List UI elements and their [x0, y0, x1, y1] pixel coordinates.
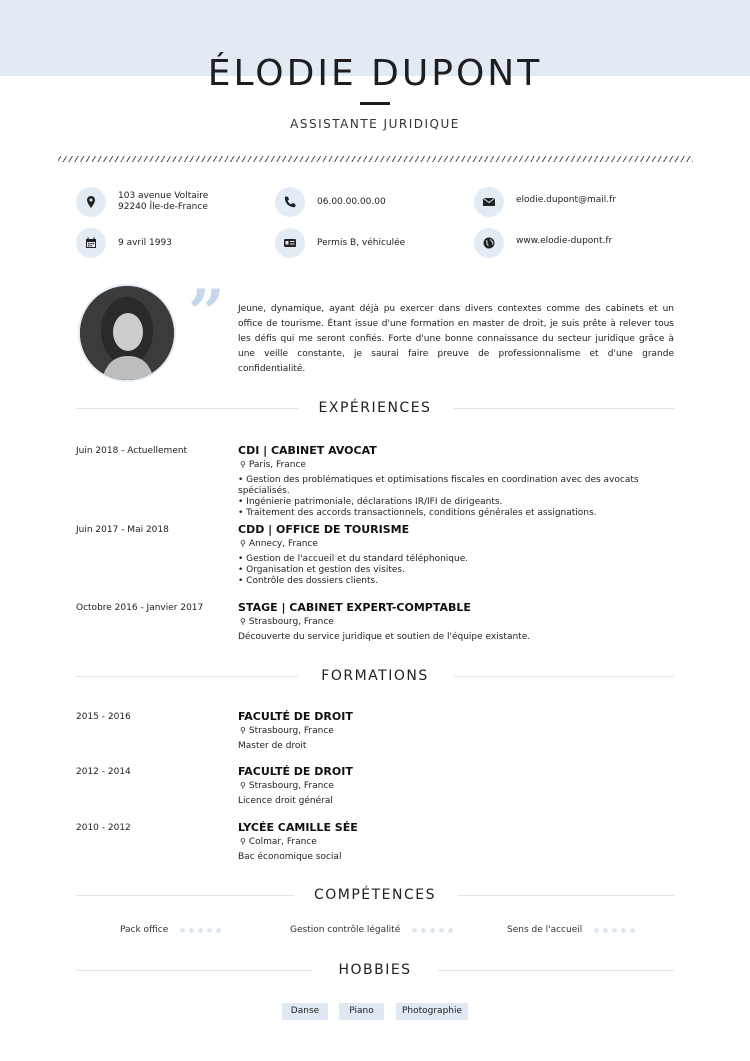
location-pin-icon: [76, 187, 106, 217]
formation-title: FACULTÉ DE DROIT: [238, 765, 353, 778]
license-text: Permis B, véhiculée: [317, 237, 406, 248]
formation-degree: Master de droit: [238, 741, 307, 751]
hobby-tag: Piano: [339, 1003, 384, 1020]
section-competences: [76, 885, 674, 905]
location-pin-icon: ⚲: [240, 837, 246, 846]
skill-rating: [594, 928, 639, 933]
experience-location: ⚲ Strasbourg, France: [240, 617, 334, 627]
experience-description: • Gestion de l'accueil et du standard téléphonique. • Organisation et gestion des visites. • Contrôle des dossiers clients.: [238, 554, 469, 586]
formation-location: ⚲ Strasbourg, France: [240, 781, 334, 791]
contact-phone: [275, 187, 386, 217]
formation-title: FACULTÉ DE DROIT: [238, 710, 353, 723]
name-underline: [360, 102, 390, 105]
experience-location: ⚲ Annecy, France: [240, 539, 318, 549]
hobby-tag: Photographie: [396, 1003, 468, 1020]
email-text: elodie.dupont@mail.fr: [516, 194, 617, 205]
experience-date: Octobre 2016 - Janvier 2017: [76, 603, 204, 613]
location-pin-icon: ⚲: [240, 617, 246, 626]
experience-title: CDI | CABINET AVOCAT: [238, 444, 377, 457]
hobby-tag: Danse: [282, 1003, 328, 1020]
intro-paragraph: Jeune, dynamique, ayant déjà pu exercer dans divers contextes comme des cabinets et un office de tourisme. Étant issue d'une formation en master de droit, je suis prête à relever tous les défis qui me seront confiés. Forte d'une bonne connaissance du secteur juridique grâce à une veille constante, je saurai faire preuve de professionnalisme et d'une grande confidentialité.: [238, 304, 674, 374]
experience-description: Découverte du service juridique et soutien de l'équipe existante.: [238, 632, 531, 642]
skill-item: [120, 925, 225, 935]
section-title: COMPÉTENCES: [313, 887, 437, 903]
formation-date: 2012 - 2014: [76, 767, 131, 777]
experience-date: Juin 2017 - Mai 2018: [76, 525, 169, 535]
quote-icon: ”: [188, 276, 225, 351]
envelope-icon: [474, 187, 504, 217]
section-title: HOBBIES: [338, 962, 412, 978]
calendar-icon: [76, 228, 106, 258]
globe-icon: [474, 228, 504, 258]
skill-name: Sens de l'accueil: [507, 925, 583, 935]
experience-title: STAGE | CABINET EXPERT-COMPTABLE: [238, 601, 471, 614]
location-pin-icon: ⚲: [240, 781, 246, 790]
contact-address: [76, 187, 208, 217]
section-hobbies: [76, 960, 674, 980]
profile-photo: [78, 284, 176, 382]
id-card-icon: [275, 228, 305, 258]
skill-name: Pack office: [120, 925, 169, 935]
formation-date: 2010 - 2012: [76, 823, 131, 833]
formation-degree: Licence droit général: [238, 796, 333, 806]
location-pin-icon: ⚲: [240, 726, 246, 735]
formation-location: ⚲ Strasbourg, France: [240, 726, 334, 736]
contact-birthdate: [76, 228, 172, 258]
experience-date: Juin 2018 - Actuellement: [76, 446, 188, 456]
section-experiences: [76, 398, 674, 418]
formation-degree: Bac économique social: [238, 852, 342, 862]
phone-text: 06.00.00.00.00: [317, 196, 386, 207]
formation-location: ⚲ Colmar, France: [240, 837, 317, 847]
experience-description: • Gestion des problématiques et optimisations fiscales en coordination avec des avocats spécialisés. • Ingénierie patrimoniale, déclarations IR/IFI de dirigeants. • Traitement des accords transactionnels, conditions générales et assignations.: [238, 475, 639, 518]
skill-item: [507, 925, 639, 935]
section-title: EXPÉRIENCES: [318, 400, 432, 416]
section-formations: [76, 666, 674, 686]
candidate-name: ÉLODIE DUPONT: [207, 53, 543, 94]
contact-website: [474, 228, 612, 258]
skill-rating: [412, 928, 457, 933]
address-text: 103 avenue Voltaire 92240 Île-de-France: [118, 191, 209, 212]
contact-email: [474, 187, 616, 217]
skill-item: [290, 925, 457, 935]
skill-name: Gestion contrôle légalité: [290, 925, 401, 935]
contact-license: [275, 228, 405, 258]
birthdate-text: 9 avril 1993: [118, 237, 172, 248]
phone-icon: [275, 187, 305, 217]
skill-rating: [180, 928, 225, 933]
experience-location: ⚲ Paris, France: [240, 460, 306, 470]
experience-title: CDD | OFFICE DE TOURISME: [238, 523, 410, 536]
location-pin-icon: ⚲: [240, 539, 246, 548]
section-title: FORMATIONS: [321, 668, 429, 684]
hatched-divider: [58, 156, 693, 162]
formation-title: LYCÉE CAMILLE SÉE: [238, 821, 358, 834]
location-pin-icon: ⚲: [240, 460, 246, 469]
website-text: www.elodie-dupont.fr: [516, 235, 613, 246]
job-title: ASSISTANTE JURIDIQUE: [290, 117, 460, 131]
formation-date: 2015 - 2016: [76, 712, 131, 722]
